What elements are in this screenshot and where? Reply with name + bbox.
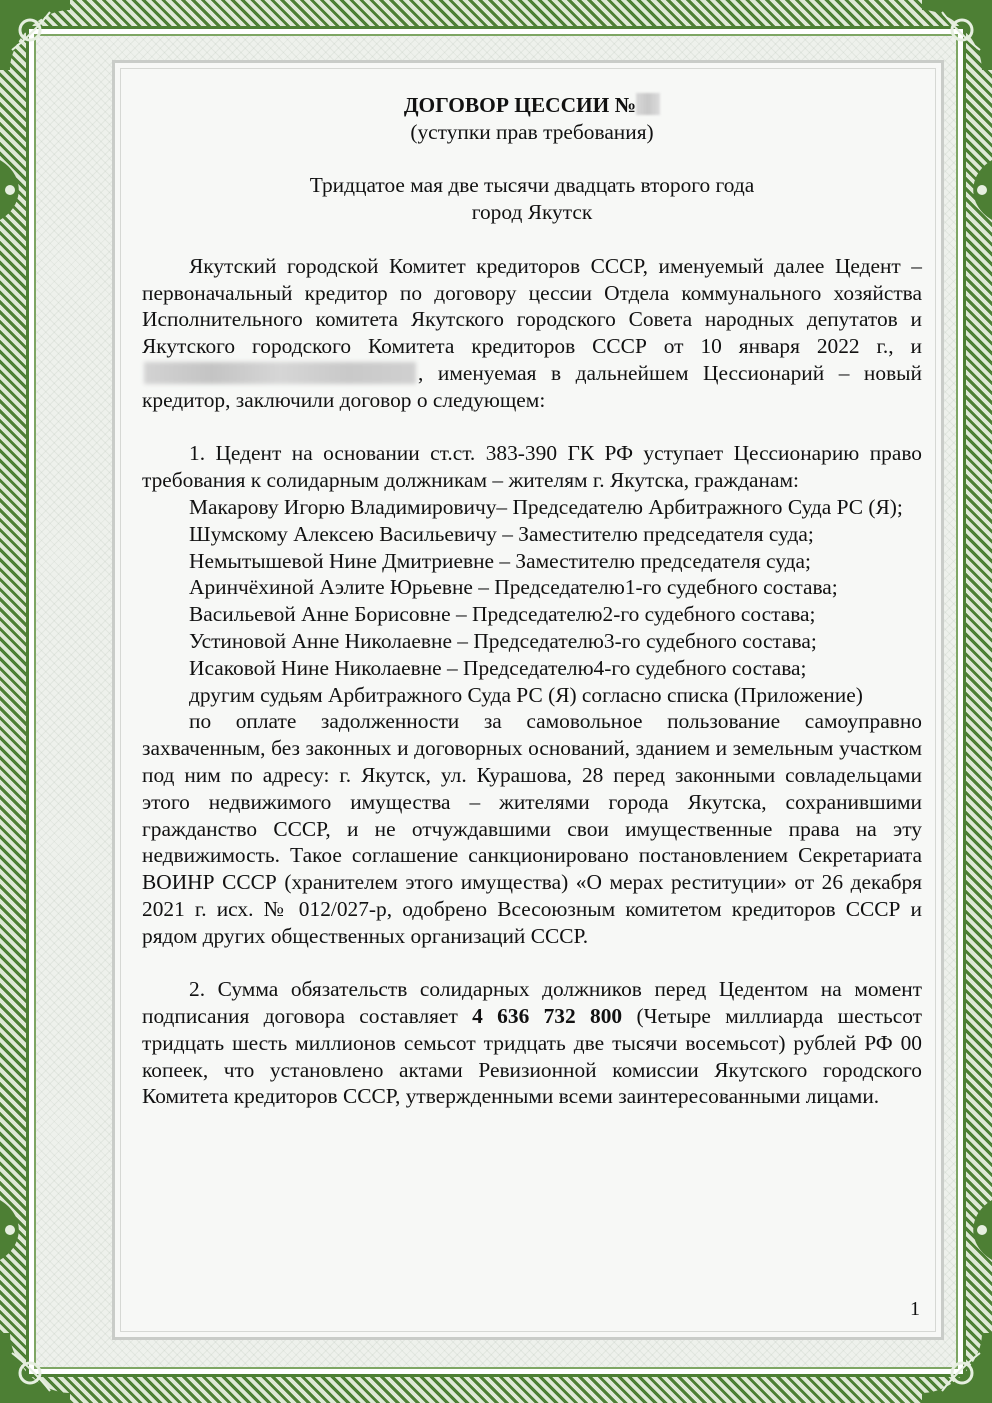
intro-paragraph <box>142 253 922 414</box>
corner-ornament-icon <box>0 1333 70 1403</box>
debtor-item: Аринчёхиной Аэлите Юрьевне – Председателю1-го судебного состава; <box>189 575 838 600</box>
intro-text-1: Якутский городской Комитет кредиторов СССР, именуемый далее Цедент – первоначальный кредитор по договору цессии Отдела коммунального хозяйства Исполнительного комитета Якутского городского Совета народных депутатов и Якутского городского Комитета кредиторов СССР от 10 января 2022 г., и <box>142 253 922 359</box>
clause-2-text-2: (Четыре миллиарда шестьсот тридцать шесть миллионов семьсот тридцать две тысячи восемьсот) рублей РФ 00 копеек, что установлено актами Ревизионной комиссии Якутского городского Комитета кредиторов СССР, утвержденными всеми заинтересованными лицами. <box>142 1004 922 1109</box>
debtor-item: Макарову Игорю Владимировичу– Председателю Арбитражного Суда РС (Я); <box>189 494 903 519</box>
debtor-item: Устиновой Анне Николаевне – Председателю3-го судебного состава; <box>189 628 817 653</box>
side-ornament-icon <box>0 1200 30 1260</box>
document-date: Тридцатое мая две тысячи двадцать второго года <box>309 173 755 198</box>
side-ornament-icon <box>962 1200 992 1260</box>
document-city: город Якутск <box>471 200 593 225</box>
side-ornament-icon <box>0 160 30 220</box>
debtor-item: Шумскому Алексею Васильевичу – Заместителю председателя суда; <box>189 521 814 546</box>
document-body <box>142 92 922 1110</box>
clause-1-payment: по оплате задолженности за самовольное пользование самоуправно захваченным, без законных и договорных оснований, зданием и земельным участком под ним по адресу: г. Якутск, ул. Курашова, 28 перед законными совладельцами этого недвижимого имущества – жителями города Якутска, сохранившими гражданство СССР, и не отчуждавшими свои имущественные права на эту недвижимость. Такое соглашение санкционировано постановлением Секретариата ВОИНР СССР (хранителем этого имущества) «О мерах реституции» от 26 декабря 2021 г. исх. № 012/027-р, одобрено Всесоюзным комитетом кредиторов СССР и рядом других общественных организаций СССР. <box>142 709 922 948</box>
debt-amount: 4 636 732 800 <box>472 1004 623 1029</box>
side-ornament-icon <box>962 160 992 220</box>
debtor-item: Васильевой Анне Борисовне – Председателю2-го судебного состава; <box>189 602 816 627</box>
redacted-number <box>636 93 660 115</box>
document-subtitle: (уступки прав требования) <box>410 119 654 144</box>
debtor-item: Немытышевой Нине Дмитриевне – Заместителю председателя суда; <box>189 548 811 573</box>
clause-2 <box>142 976 922 1110</box>
page-number: 1 <box>910 1298 920 1320</box>
clause-1-text: 1. Цедент на основании ст.ст. 383-390 ГК РФ уступает Цессионарию право требования к солидарным должникам – жителям г. Якутска, гражданам: <box>142 441 922 493</box>
debtor-item: другим судьям Арбитражного Суда РС (Я) согласно списка (Приложение) <box>189 682 863 707</box>
document-title <box>142 92 922 119</box>
clause-2-text-1: 2. Сумма обязательств солидарных должников перед Цедентом на момент подписания договора составляет <box>142 977 922 1029</box>
corner-ornament-icon <box>922 1333 992 1403</box>
title-text: ДОГОВОР ЦЕССИИ № <box>403 93 637 117</box>
corner-ornament-icon <box>0 0 70 70</box>
debtor-item: Исаковой Нине Николаевне – Председателю4-го судебного состава; <box>189 655 807 680</box>
redacted-name <box>144 362 416 384</box>
intro-text-2: , именуемая в дальнейшем Цессионарий – новый кредитор, заключили договор о следующем: <box>142 360 922 412</box>
